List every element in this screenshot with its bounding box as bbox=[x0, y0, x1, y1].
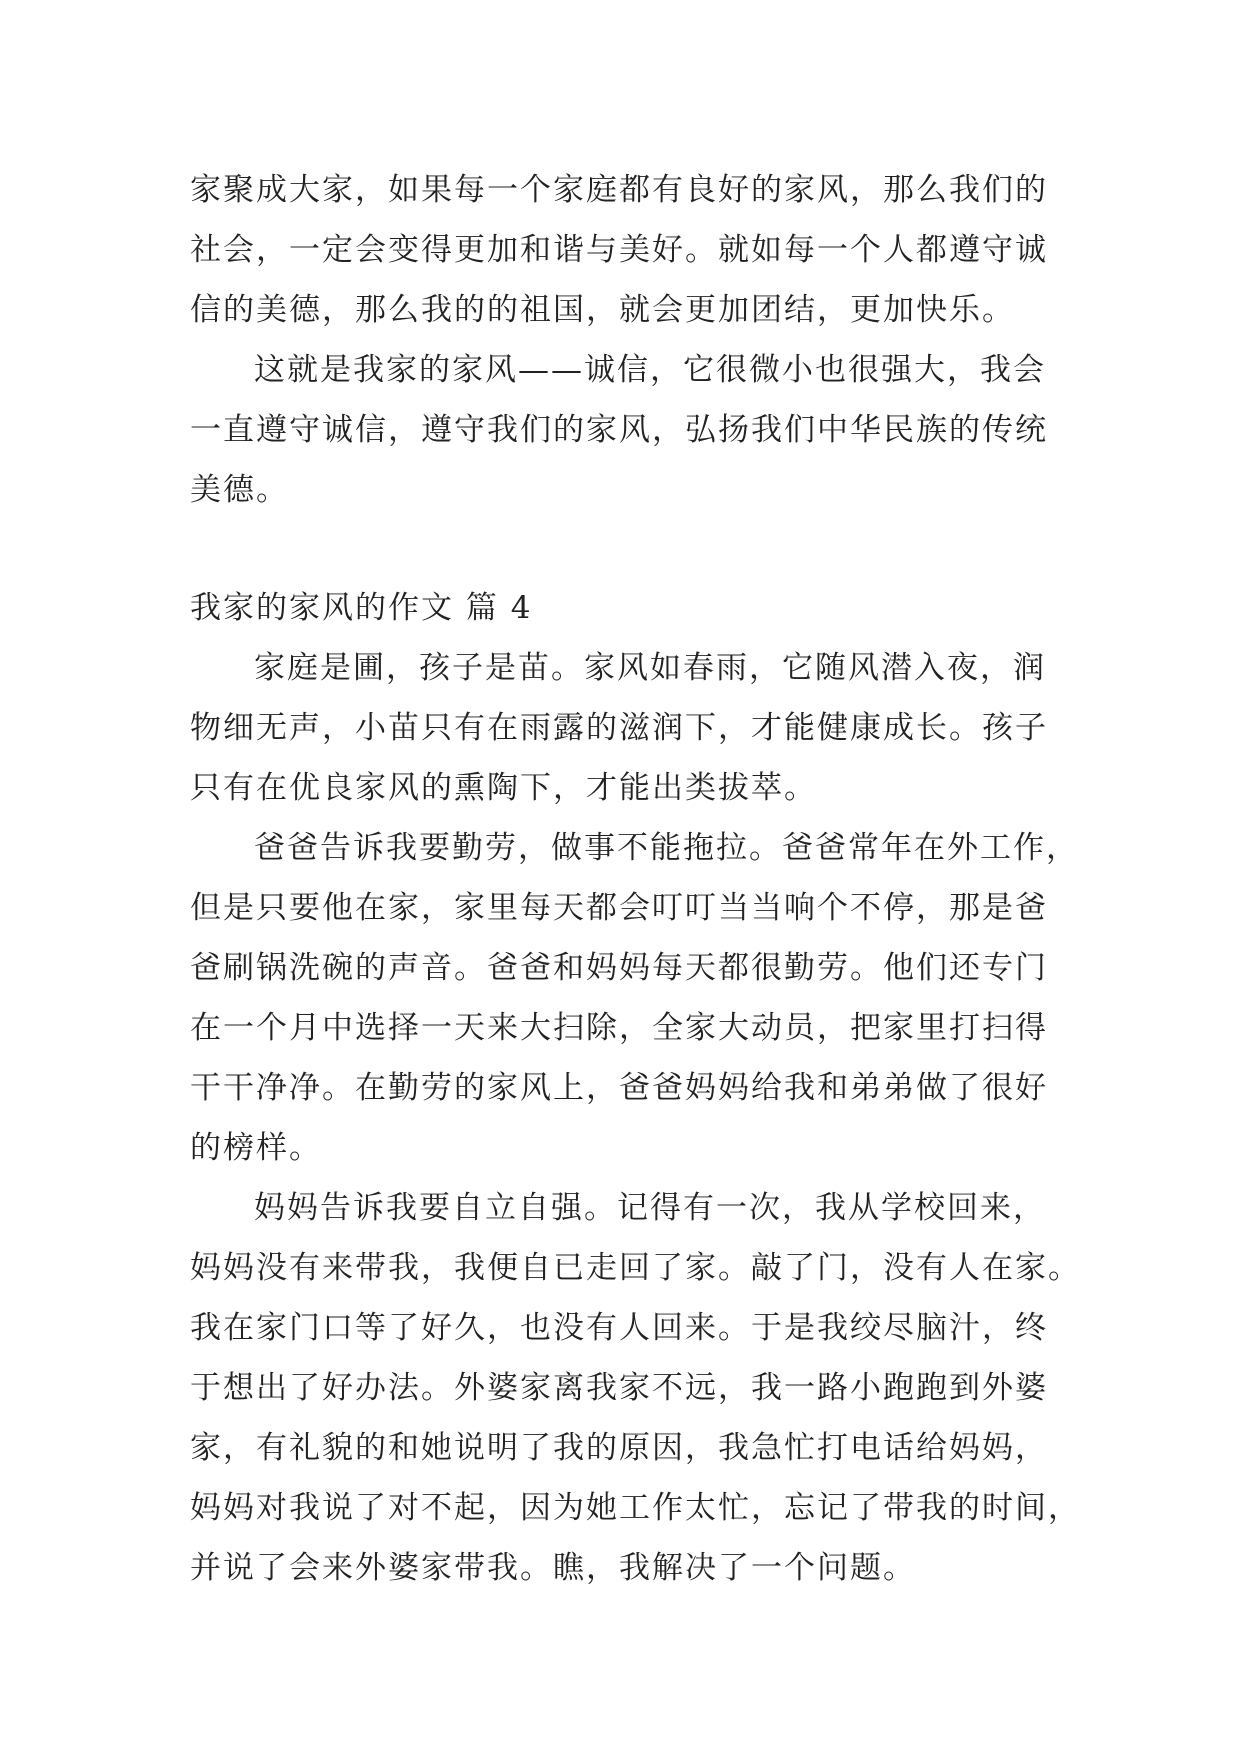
text-line: 这就是我家的家风——诚信，它很微小也很强大，我会 bbox=[254, 352, 1046, 388]
text-line: 的榜样。 bbox=[190, 1130, 322, 1166]
text-line: 家聚成大家，如果每一个家庭都有良好的家风，那么我们的 bbox=[190, 172, 1048, 208]
text-line: 妈妈对我说了对不起，因为她工作太忙，忘记了带我的时间， bbox=[190, 1490, 1081, 1526]
paragraph bbox=[190, 1178, 1081, 1598]
text-line: 信的美德，那么我的的祖国，就会更加团结，更加快乐。 bbox=[190, 292, 1015, 328]
text-line: 物细无声，小苗只有在雨露的滋润下，才能健康成长。孩子 bbox=[190, 710, 1048, 746]
text-line: 在一个月中选择一天来大扫除，全家大动员，把家里打扫得 bbox=[190, 1010, 1048, 1046]
text-line: 家，有礼貌的和她说明了我的原因，我急忙打电话给妈妈， bbox=[190, 1430, 1048, 1466]
text-line: 但是只要他在家，家里每天都会叮叮当当响个不停，那是爸 bbox=[190, 890, 1048, 926]
text-line: 美德。 bbox=[190, 472, 289, 508]
section-title: 我家的家风的作文 篇 4 bbox=[190, 590, 533, 626]
paragraph bbox=[190, 340, 1060, 520]
text-line: 爸爸告诉我要勤劳，做事不能拖拉。爸爸常年在外工作， bbox=[254, 830, 1079, 866]
text-line: 于想出了好办法。外婆家离我家不远，我一路小跑跑到外婆 bbox=[190, 1370, 1048, 1406]
text-line: 只有在优良家风的熏陶下，才能出类拔萃。 bbox=[190, 770, 817, 806]
text-line: 一直遵守诚信，遵守我们的家风，弘扬我们中华民族的传统 bbox=[190, 412, 1048, 448]
document-page bbox=[190, 160, 1081, 1598]
text-line: 干干净净。在勤劳的家风上，爸爸妈妈给我和弟弟做了很好 bbox=[190, 1070, 1048, 1106]
text-line: 社会，一定会变得更加和谐与美好。就如每一个人都遵守诚 bbox=[190, 232, 1048, 268]
text-line: 并说了会来外婆家带我。瞧，我解决了一个问题。 bbox=[190, 1550, 916, 1586]
text-line: 我在家门口等了好久，也没有人回来。于是我绞尽脑汁，终 bbox=[190, 1310, 1048, 1346]
text-line: 爸刷锅洗碗的声音。爸爸和妈妈每天都很勤劳。他们还专门 bbox=[190, 950, 1048, 986]
text-line: 妈妈没有来带我，我便自已走回了家。敲了门，没有人在家。 bbox=[190, 1250, 1081, 1286]
text-line: 妈妈告诉我要自立自强。记得有一次，我从学校回来， bbox=[254, 1190, 1046, 1226]
text-line: 家庭是圃，孩子是苗。家风如春雨，它随风潜入夜，润 bbox=[254, 650, 1046, 686]
paragraph-continuation bbox=[190, 160, 1060, 340]
paragraph bbox=[190, 818, 1079, 1178]
paragraph bbox=[190, 638, 1060, 818]
